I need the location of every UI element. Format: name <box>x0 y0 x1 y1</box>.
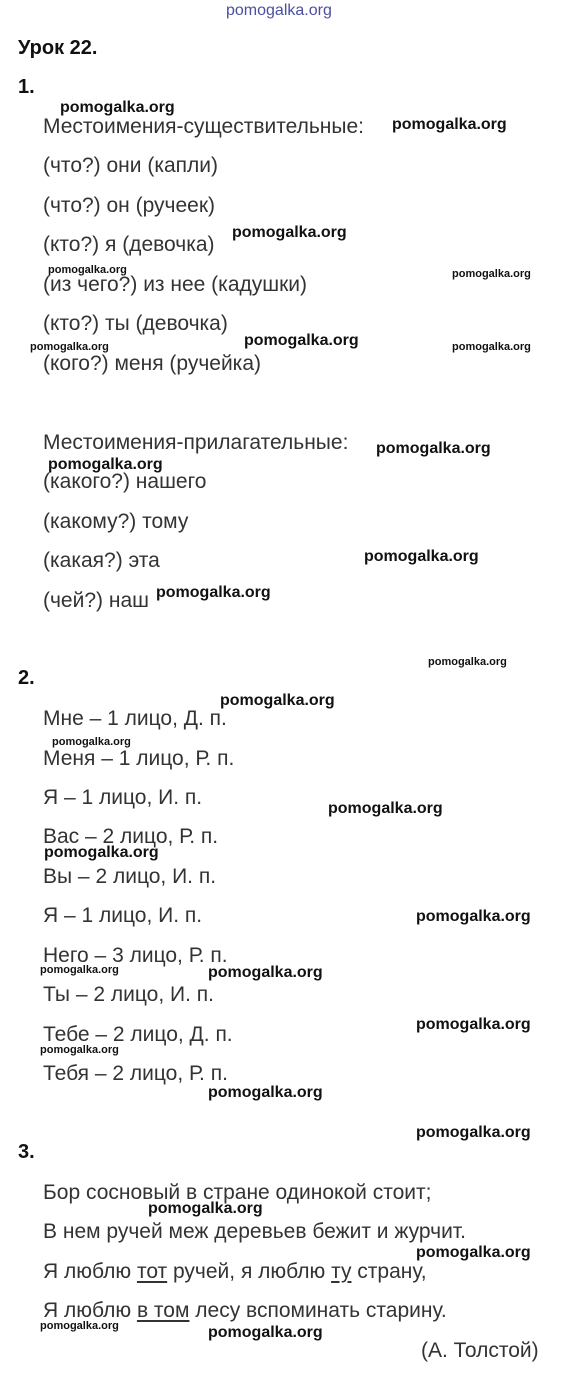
watermark: pomogalka.org <box>40 1044 119 1056</box>
list-item: Него – 3 лицо, Р. п. <box>43 944 228 967</box>
list-item: (кто?) ты (девочка) <box>43 312 228 335</box>
poem-text: Я люблю <box>43 1260 137 1283</box>
watermark: pomogalka.org <box>416 908 531 925</box>
watermark: pomogalka.org <box>208 964 323 981</box>
list-item: Я – 1 лицо, И. п. <box>43 904 203 927</box>
exercise-1-number: 1. <box>18 76 35 98</box>
list-item: (из чего?) из нее (кадушки) <box>43 273 308 296</box>
watermark: pomogalka.org <box>52 736 131 748</box>
poem-text: лесу вспоминать старину. <box>189 1299 447 1322</box>
watermark: pomogalka.org <box>60 99 175 116</box>
list-item: Вас – 2 лицо, Р. п. <box>43 825 219 848</box>
poem-line: В нем ручей меж деревьев бежит и журчит. <box>43 1220 466 1243</box>
site-header-link[interactable]: pomogalka.org <box>226 2 332 19</box>
exercise-3-number: 3. <box>18 1141 35 1163</box>
list-item: (что?) они (капли) <box>43 154 219 177</box>
list-item: Вы – 2 лицо, И. п. <box>43 865 217 888</box>
list-item: (что?) он (ручеек) <box>43 194 216 217</box>
exercise-2-number: 2. <box>18 667 35 689</box>
underlined-pronoun: в том <box>136 1299 190 1322</box>
watermark: pomogalka.org <box>208 1324 323 1341</box>
poem-line: Бор сосновый в стране одинокой стоит; <box>43 1181 432 1204</box>
underlined-pronoun: тот <box>136 1260 168 1283</box>
list-item: (какая?) эта <box>43 549 160 572</box>
poem-text: страну, <box>351 1260 427 1283</box>
watermark: pomogalka.org <box>48 264 127 276</box>
watermark: pomogalka.org <box>328 800 443 817</box>
list-item: Я – 1 лицо, И. п. <box>43 786 203 809</box>
page-title: Урок 22. <box>18 37 98 59</box>
adjectives-heading: Местоимения-прилагательные: <box>43 431 349 454</box>
poem-line <box>43 1260 427 1284</box>
watermark: pomogalka.org <box>392 116 507 133</box>
watermark: pomogalka.org <box>30 341 109 353</box>
watermark: pomogalka.org <box>40 1320 119 1332</box>
watermark: pomogalka.org <box>44 844 159 861</box>
watermark: pomogalka.org <box>40 964 119 976</box>
watermark: pomogalka.org <box>364 548 479 565</box>
list-item: (какого?) нашего <box>43 470 207 493</box>
list-item: Мне – 1 лицо, Д. п. <box>43 707 227 730</box>
list-item: (кого?) меня (ручейка) <box>43 352 262 375</box>
nouns-heading: Местоимения-существительные: <box>43 115 364 138</box>
list-item: (чей?) наш <box>43 589 149 612</box>
watermark: pomogalka.org <box>416 1016 531 1033</box>
watermark: pomogalka.org <box>416 1124 531 1141</box>
list-item: Меня – 1 лицо, Р. п. <box>43 747 235 770</box>
poem-text: Я люблю <box>43 1299 137 1322</box>
watermark: pomogalka.org <box>244 332 359 349</box>
watermark: pomogalka.org <box>416 1244 531 1261</box>
watermark: pomogalka.org <box>452 268 531 280</box>
underlined-pronoun: ту <box>331 1260 352 1283</box>
list-item: (какому?) тому <box>43 510 189 533</box>
poem-attribution: (А. Толстой) <box>421 1339 539 1362</box>
watermark: pomogalka.org <box>220 692 335 709</box>
list-item: (кто?) я (девочка) <box>43 233 215 256</box>
watermark: pomogalka.org <box>376 440 491 457</box>
poem-text: ручей, я люблю <box>167 1260 332 1283</box>
watermark: pomogalka.org <box>48 456 163 473</box>
watermark: pomogalka.org <box>148 1200 263 1217</box>
watermark: pomogalka.org <box>208 1084 323 1101</box>
watermark: pomogalka.org <box>156 584 271 601</box>
list-item: Тебя – 2 лицо, Р. п. <box>43 1062 228 1085</box>
list-item: Ты – 2 лицо, И. п. <box>43 983 214 1006</box>
watermark: pomogalka.org <box>232 224 347 241</box>
list-item: Тебе – 2 лицо, Д. п. <box>43 1023 233 1046</box>
watermark: pomogalka.org <box>452 341 531 353</box>
watermark: pomogalka.org <box>428 656 507 668</box>
